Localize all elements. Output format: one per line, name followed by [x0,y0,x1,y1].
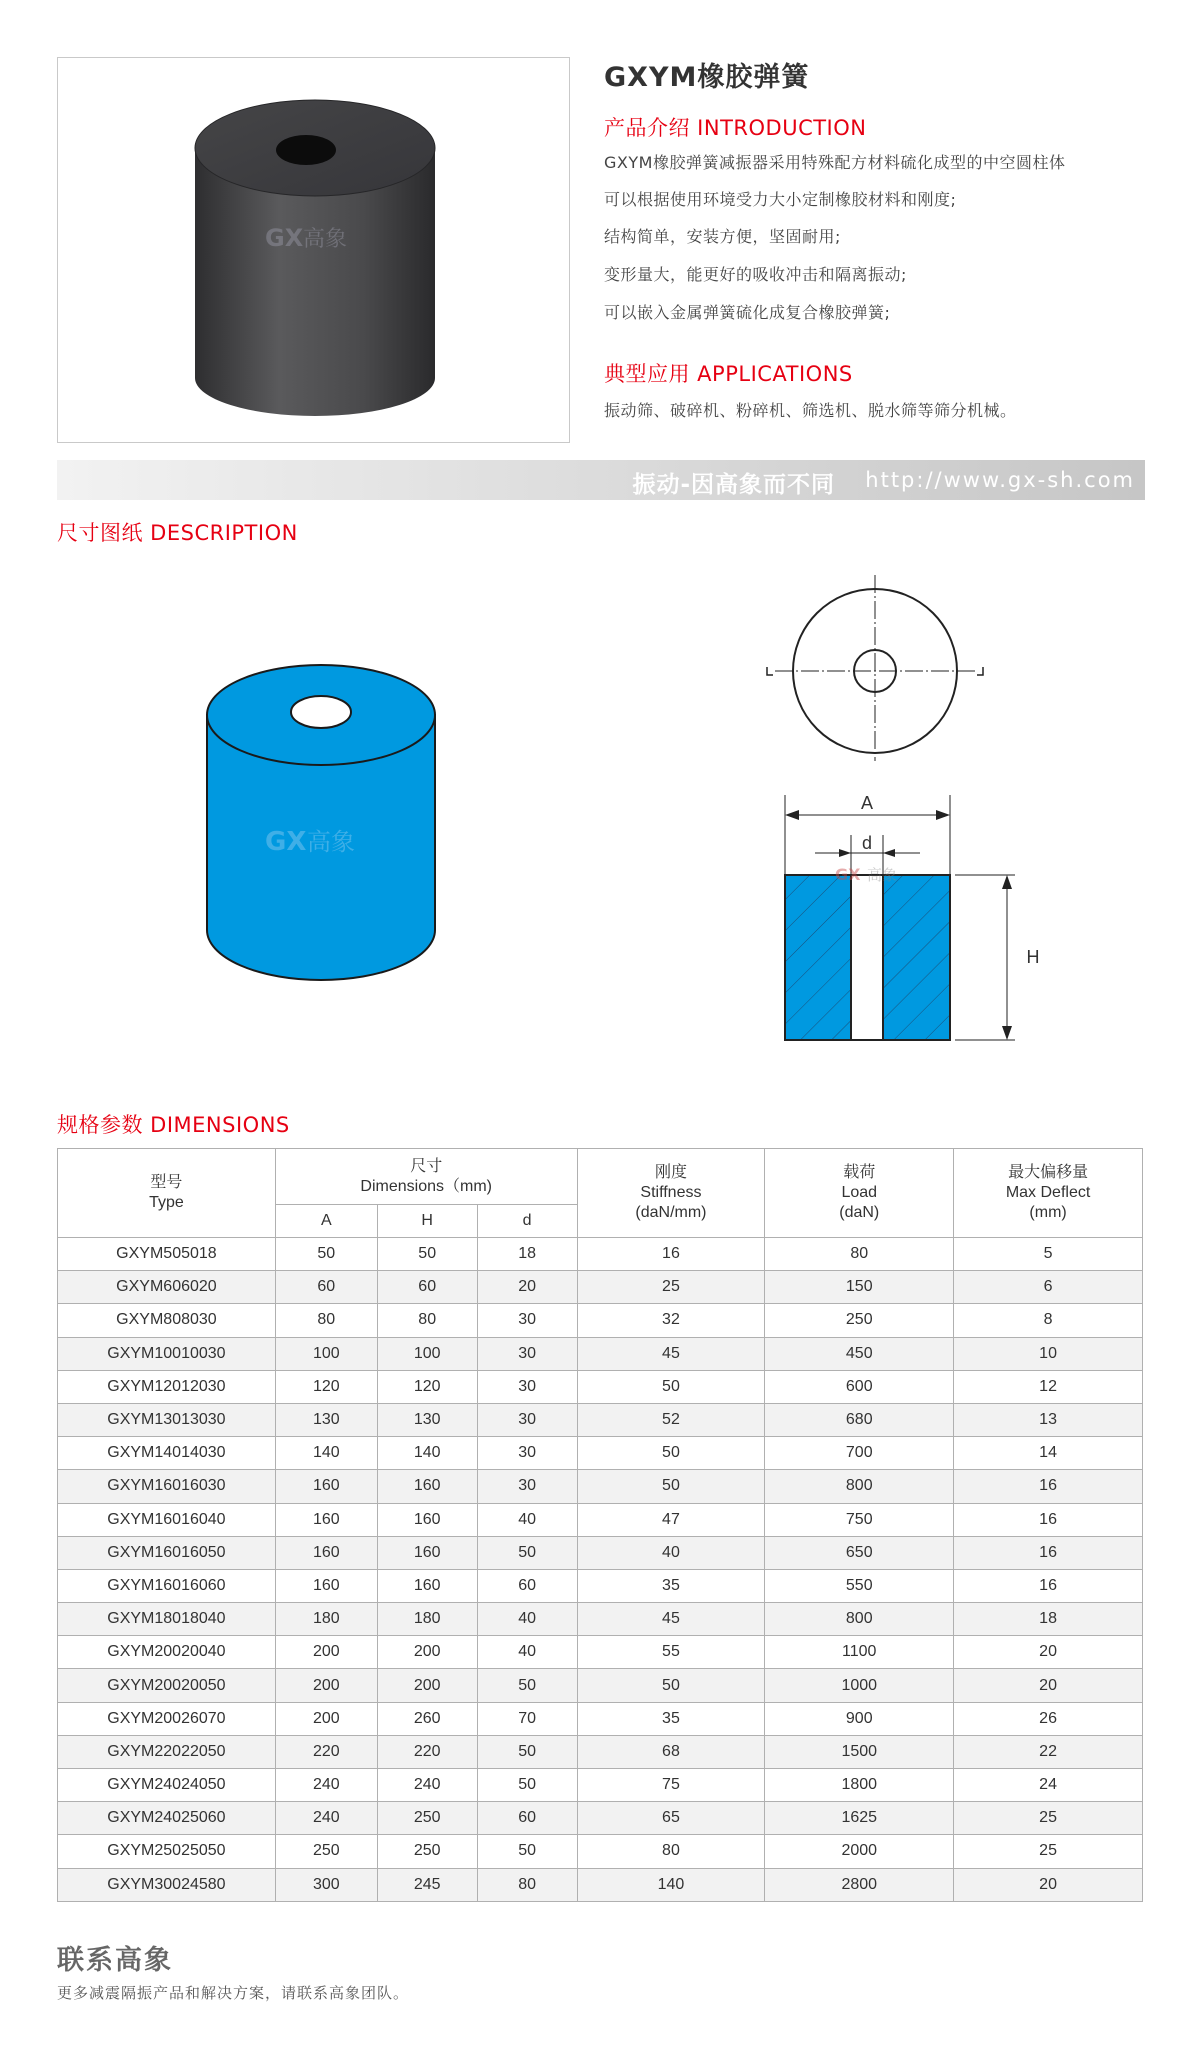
cell-d: 50 [477,1669,577,1702]
cell-h: 250 [377,1802,477,1835]
cell-a: 200 [275,1636,377,1669]
cell-h: 260 [377,1702,477,1735]
table-row [58,1669,1143,1702]
cell-a: 50 [275,1238,377,1271]
cell-max-deflect: 18 [954,1603,1143,1636]
table-row [58,1503,1143,1536]
cell-h: 140 [377,1437,477,1470]
cell-type: GXYM18018040 [58,1603,276,1636]
cell-load: 550 [765,1569,954,1602]
cell-type: GXYM505018 [58,1238,276,1271]
table-row [58,1802,1143,1835]
cell-a: 100 [275,1337,377,1370]
cell-h: 160 [377,1470,477,1503]
cell-a: 160 [275,1503,377,1536]
contact-title: 联系高象 [57,1945,173,1976]
table-row [58,1337,1143,1370]
svg-text:GX: GX [265,224,304,252]
cell-load: 600 [765,1370,954,1403]
cell-d: 30 [477,1337,577,1370]
cell-load: 2800 [765,1868,954,1901]
cell-load: 1100 [765,1636,954,1669]
cell-d: 30 [477,1304,577,1337]
cell-stiffness: 140 [577,1868,765,1901]
cell-type: GXYM24024050 [58,1769,276,1802]
table-row [58,1304,1143,1337]
cell-load: 80 [765,1238,954,1271]
product-photo [57,57,570,443]
cell-max-deflect: 16 [954,1536,1143,1569]
intro-line: 结构简单，安装方便，坚固耐用; [604,227,841,246]
cell-h: 60 [377,1271,477,1304]
cell-max-deflect: 16 [954,1569,1143,1602]
cell-h: 160 [377,1569,477,1602]
cell-load: 150 [765,1271,954,1304]
cell-type: GXYM606020 [58,1271,276,1304]
header-stiffness: 刚度 Stiffness (daN/mm) [577,1149,765,1238]
cell-max-deflect: 22 [954,1735,1143,1768]
cell-h: 220 [377,1735,477,1768]
introduction-heading: 产品介绍 INTRODUCTION [604,116,867,140]
cell-type: GXYM20020040 [58,1636,276,1669]
cell-type: GXYM22022050 [58,1735,276,1768]
top-view-drawing [755,575,995,765]
cell-d: 60 [477,1802,577,1835]
cell-load: 2000 [765,1835,954,1868]
cell-load: 750 [765,1503,954,1536]
applications-heading: 典型应用 APPLICATIONS [604,362,853,386]
cell-max-deflect: 20 [954,1636,1143,1669]
cell-type: GXYM12012030 [58,1370,276,1403]
table-row [58,1437,1143,1470]
cell-stiffness: 45 [577,1337,765,1370]
cell-load: 700 [765,1437,954,1470]
cell-stiffness: 50 [577,1470,765,1503]
svg-text:高象: 高象 [307,828,355,856]
cell-stiffness: 35 [577,1569,765,1602]
cell-stiffness: 52 [577,1403,765,1436]
cell-stiffness: 50 [577,1370,765,1403]
cell-h: 240 [377,1769,477,1802]
cell-type: GXYM25025050 [58,1835,276,1868]
cell-d: 50 [477,1769,577,1802]
cell-d: 20 [477,1271,577,1304]
cell-max-deflect: 14 [954,1437,1143,1470]
banner-slogan: 振动-因高象而不同 [632,472,835,498]
cell-d: 40 [477,1636,577,1669]
header-d: d [477,1205,577,1238]
cell-type: GXYM808030 [58,1304,276,1337]
cell-h: 120 [377,1370,477,1403]
cell-max-deflect: 24 [954,1769,1143,1802]
cell-stiffness: 25 [577,1271,765,1304]
cell-max-deflect: 5 [954,1238,1143,1271]
cell-max-deflect: 20 [954,1868,1143,1901]
gx-watermark-logo [265,224,347,252]
table-row [58,1702,1143,1735]
cell-a: 80 [275,1304,377,1337]
table-row [58,1403,1143,1436]
cell-d: 30 [477,1370,577,1403]
table-row [58,1868,1143,1901]
cell-stiffness: 50 [577,1669,765,1702]
header-max-deflect: 最大偏移量 Max Deflect (mm) [954,1149,1143,1238]
cell-load: 680 [765,1403,954,1436]
cell-h: 180 [377,1603,477,1636]
intro-line: GXYM橡胶弹簧减振器采用特殊配方材料硫化成型的中空圆柱体 [604,153,1066,172]
cell-stiffness: 16 [577,1238,765,1271]
cell-type: GXYM10010030 [58,1337,276,1370]
cell-h: 130 [377,1403,477,1436]
cell-a: 180 [275,1603,377,1636]
table-row [58,1238,1143,1271]
cell-a: 200 [275,1669,377,1702]
cell-a: 220 [275,1735,377,1768]
cell-d: 50 [477,1835,577,1868]
cell-max-deflect: 6 [954,1271,1143,1304]
cell-type: GXYM16016030 [58,1470,276,1503]
product-title: GXYM橡胶弹簧 [604,62,810,93]
cell-max-deflect: 16 [954,1470,1143,1503]
cell-stiffness: 47 [577,1503,765,1536]
cell-type: GXYM16016040 [58,1503,276,1536]
dimension-label-d: d [861,833,873,853]
cell-stiffness: 55 [577,1636,765,1669]
svg-text:GX: GX [835,865,861,884]
cell-a: 200 [275,1702,377,1735]
gx-watermark-logo [265,827,355,857]
header-dimensions: 尺寸 Dimensions（mm) [275,1149,577,1205]
cell-load: 800 [765,1603,954,1636]
cell-a: 240 [275,1802,377,1835]
cell-stiffness: 40 [577,1536,765,1569]
cell-load: 1800 [765,1769,954,1802]
svg-text:高象: 高象 [867,866,898,884]
cell-type: GXYM13013030 [58,1403,276,1436]
cell-load: 450 [765,1337,954,1370]
section-view-drawing [775,785,1065,1045]
cell-h: 80 [377,1304,477,1337]
cell-h: 200 [377,1669,477,1702]
cell-load: 800 [765,1470,954,1503]
cell-max-deflect: 26 [954,1702,1143,1735]
cell-type: GXYM20026070 [58,1702,276,1735]
cell-d: 40 [477,1603,577,1636]
cell-h: 160 [377,1503,477,1536]
cell-d: 50 [477,1536,577,1569]
cell-type: GXYM24025060 [58,1802,276,1835]
cell-load: 900 [765,1702,954,1735]
cell-stiffness: 35 [577,1702,765,1735]
cell-max-deflect: 16 [954,1503,1143,1536]
header-h: H [377,1205,477,1238]
cell-a: 130 [275,1403,377,1436]
intro-line: 变形量大，能更好的吸收冲击和隔离振动; [604,265,907,284]
intro-line: 可以嵌入金属弹簧硫化成复合橡胶弹簧; [604,303,891,322]
cell-load: 1500 [765,1735,954,1768]
cell-d: 30 [477,1470,577,1503]
cell-h: 245 [377,1868,477,1901]
cell-d: 70 [477,1702,577,1735]
table-row [58,1769,1143,1802]
cell-max-deflect: 25 [954,1802,1143,1835]
svg-text:高象: 高象 [303,227,348,252]
specifications-body [58,1238,1143,1902]
cell-type: GXYM14014030 [58,1437,276,1470]
table-row [58,1735,1143,1768]
cell-load: 1000 [765,1669,954,1702]
cell-stiffness: 45 [577,1603,765,1636]
applications-text: 振动筛、破碎机、粉碎机、筛选机、脱水筛等筛分机械。 [604,401,1017,420]
cell-a: 140 [275,1437,377,1470]
cell-max-deflect: 12 [954,1370,1143,1403]
dimension-label-a: A [860,793,874,813]
cell-type: GXYM16016060 [58,1569,276,1602]
table-row [58,1370,1143,1403]
cell-max-deflect: 8 [954,1304,1143,1337]
table-row [58,1470,1143,1503]
header-type: 型号 Type [58,1149,276,1238]
blue-cylinder-drawing [195,640,455,990]
cell-a: 160 [275,1470,377,1503]
cell-stiffness: 68 [577,1735,765,1768]
cell-type: GXYM30024580 [58,1868,276,1901]
table-row [58,1835,1143,1868]
cell-h: 250 [377,1835,477,1868]
cell-h: 200 [377,1636,477,1669]
cell-max-deflect: 13 [954,1403,1143,1436]
cell-h: 50 [377,1238,477,1271]
header-load: 载荷 Load (daN) [765,1149,954,1238]
table-row [58,1271,1143,1304]
cell-d: 18 [477,1238,577,1271]
cell-max-deflect: 10 [954,1337,1143,1370]
table-row [58,1603,1143,1636]
dimensions-heading: 规格参数 DIMENSIONS [57,1113,290,1137]
cell-stiffness: 50 [577,1437,765,1470]
cell-stiffness: 80 [577,1835,765,1868]
table-row [58,1536,1143,1569]
slogan-banner [57,460,1145,500]
cell-d: 30 [477,1437,577,1470]
cell-a: 240 [275,1769,377,1802]
cell-d: 80 [477,1868,577,1901]
table-row [58,1636,1143,1669]
cell-load: 1625 [765,1802,954,1835]
table-row [58,1569,1143,1602]
cell-a: 300 [275,1868,377,1901]
cell-d: 50 [477,1735,577,1768]
description-heading: 尺寸图纸 DESCRIPTION [57,521,298,545]
dimension-label-h: H [1026,947,1040,967]
cell-h: 100 [377,1337,477,1370]
cell-load: 650 [765,1536,954,1569]
cell-type: GXYM16016050 [58,1536,276,1569]
cell-h: 160 [377,1536,477,1569]
cell-a: 160 [275,1536,377,1569]
cell-load: 250 [765,1304,954,1337]
cell-stiffness: 75 [577,1769,765,1802]
cell-max-deflect: 25 [954,1835,1143,1868]
cell-max-deflect: 20 [954,1669,1143,1702]
cell-stiffness: 32 [577,1304,765,1337]
contact-text: 更多减震隔振产品和解决方案，请联系高象团队。 [57,1984,410,2002]
header-a: A [275,1205,377,1238]
cell-a: 60 [275,1271,377,1304]
cell-type: GXYM20020050 [58,1669,276,1702]
svg-text:GX: GX [265,827,307,857]
cell-a: 120 [275,1370,377,1403]
intro-line: 可以根据使用环境受力大小定制橡胶材料和刚度; [604,190,957,209]
specifications-table [57,1148,1143,1902]
cell-d: 60 [477,1569,577,1602]
cell-a: 250 [275,1835,377,1868]
cell-d: 40 [477,1503,577,1536]
cell-stiffness: 65 [577,1802,765,1835]
banner-url[interactable]: http://www.gx-sh.com [865,468,1135,492]
cell-d: 30 [477,1403,577,1436]
cell-a: 160 [275,1569,377,1602]
